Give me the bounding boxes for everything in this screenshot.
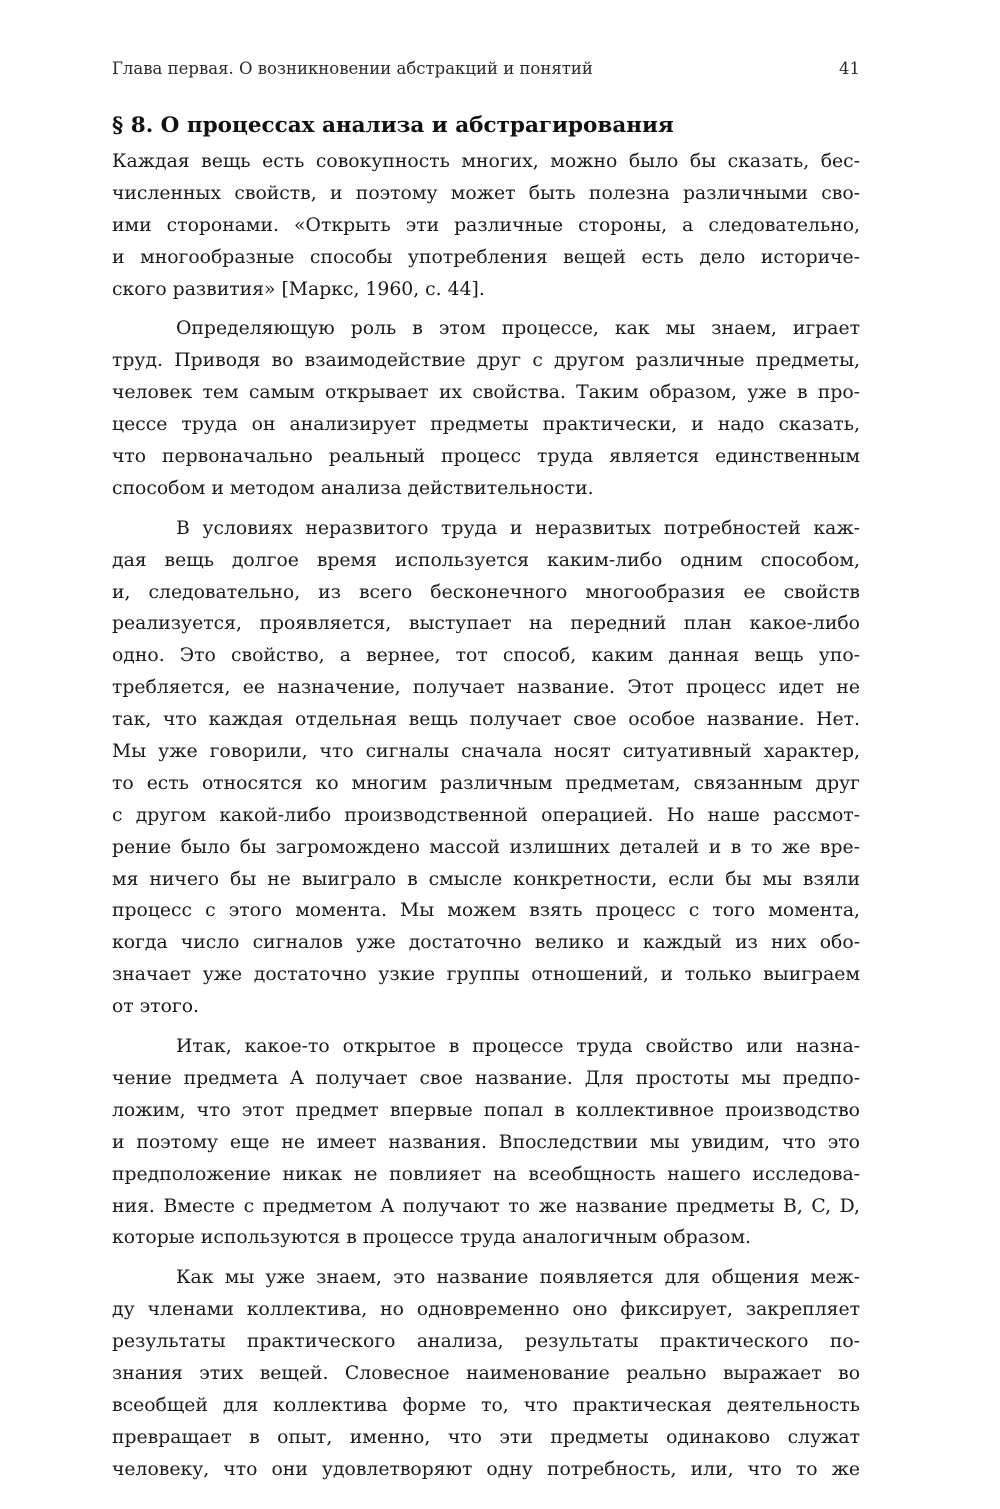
paragraph-gap — [112, 505, 860, 513]
text-line: Определяющую роль в этом процессе, как мы знаем, играет — [176, 318, 860, 340]
text-line: превращает в опыт, именно, что эти предметы одинаково служат — [112, 1426, 860, 1448]
text-line: чение предмета A получает свое название. Для простоты мы предпо- — [112, 1067, 860, 1089]
text-line: всеобщей для коллектива форме то, что практическая деятельность — [112, 1394, 860, 1416]
paragraph-gap — [112, 1254, 860, 1262]
text-line: Мы уже говорили, что сигналы сначала носят ситуативный характер, — [112, 741, 860, 763]
text-line: так, что каждая отдельная вещь получает свое особое название. Нет. — [112, 709, 860, 731]
section-title: § 8. О процессах анализа и абстрагирования — [112, 113, 674, 138]
text-line: численных свойств, и поэтому может быть полезна различными сво- — [112, 182, 860, 204]
text-line: Как мы уже знаем, это название появляется для общения меж- — [176, 1267, 860, 1289]
paragraph — [112, 1262, 860, 1485]
paragraph — [112, 313, 860, 504]
text-line: что первоначально реальный процесс труда является единственным — [112, 446, 860, 468]
text-line: реализуется, проявляется, выступает на передний план какое-либо — [112, 613, 860, 635]
book-page — [112, 55, 860, 1486]
text-line: и поэтому еще не имеет названия. Впоследствии мы увидим, что это — [112, 1131, 860, 1153]
text-line: процесс с этого момента. Мы можем взять процесс с того момента, — [112, 900, 860, 922]
text-line: одно. Это свойство, а вернее, тот способ, каким данная вещь упо- — [112, 645, 860, 667]
text-line: когда число сигналов уже достаточно велико и каждый из них обо- — [112, 932, 860, 954]
text-line: мя ничего бы не выиграло в смысле конкретности, если бы мы взяли — [112, 868, 860, 890]
running-title: Глава первая. О возникновении абстракций и понятий — [112, 59, 593, 78]
text-line: ложим, что этот предмет впервые попал в коллективное производство — [112, 1099, 860, 1121]
text-line: способом и методом анализа действительности. — [112, 477, 594, 499]
text-line: дая вещь долгое время используется каким-либо одним способом, — [112, 549, 860, 571]
text-line: человек тем самым открывает их свойства. Таким образом, уже в про- — [112, 382, 860, 404]
text-line: которые используются в процессе труда аналогичным образом. — [112, 1227, 752, 1249]
paragraph-gap — [112, 1023, 860, 1031]
paragraph — [112, 513, 860, 1023]
text-line: то есть относятся ко многим различным предметам, связанным друг — [112, 772, 860, 794]
text-line: предположение никак не повлияет на всеобщность нашего исследова- — [112, 1163, 860, 1185]
text-line: человеку, что они удовлетворяют одну потребность, или, что то же — [112, 1458, 860, 1480]
text-line: знания этих вещей. Словесное наименование реально выражает во — [112, 1362, 860, 1384]
paragraph — [112, 146, 860, 305]
text-line: труд. Приводя во взаимодействие друг с другом различные предметы, — [112, 350, 860, 372]
text-line: результаты практического анализа, результаты практического по- — [112, 1331, 860, 1353]
page-number: 41 — [839, 59, 860, 78]
text-line: от этого. — [112, 996, 200, 1018]
text-line: значает уже достаточно узкие группы отношений, и только выиграем — [112, 964, 860, 986]
text-line: и, следовательно, из всего бесконечного многообразия ее свойств — [112, 581, 860, 603]
text-line: и многообразные способы употребления вещей есть дело историче- — [112, 246, 860, 268]
paragraph-gap — [112, 305, 860, 313]
text-line: Итак, какое-то открытое в процессе труда свойство или назна- — [176, 1036, 860, 1058]
text-line: ду членами коллектива, но одновременно оно фиксирует, закрепляет — [112, 1299, 860, 1321]
text-line: цессе труда он анализирует предметы практически, и надо сказать, — [112, 414, 860, 436]
text-line: Каждая вещь есть совокупность многих, можно было бы сказать, бес- — [112, 151, 860, 172]
text-line: ния. Вместе с предметом A получают то же название предметы B, C, D, — [112, 1195, 860, 1217]
text-line: рение было бы загромождено массой излишних деталей и в то же вре- — [112, 836, 860, 858]
text-line: с другом какой-либо производственной операцией. Но наше рассмот- — [112, 804, 860, 826]
text-line: ими сторонами. «Открыть эти различные стороны, а следовательно, — [112, 214, 860, 236]
running-header — [112, 55, 860, 83]
text-line: требляется, ее назначение, получает название. Этот процесс идет не — [112, 677, 860, 699]
text-line: ского развития» [Маркс, 1960, с. 44]. — [112, 278, 485, 300]
text-line: В условиях неразвитого труда и неразвитых потребностей каж- — [176, 517, 860, 539]
paragraph — [112, 1031, 860, 1254]
body-text — [112, 146, 860, 1486]
